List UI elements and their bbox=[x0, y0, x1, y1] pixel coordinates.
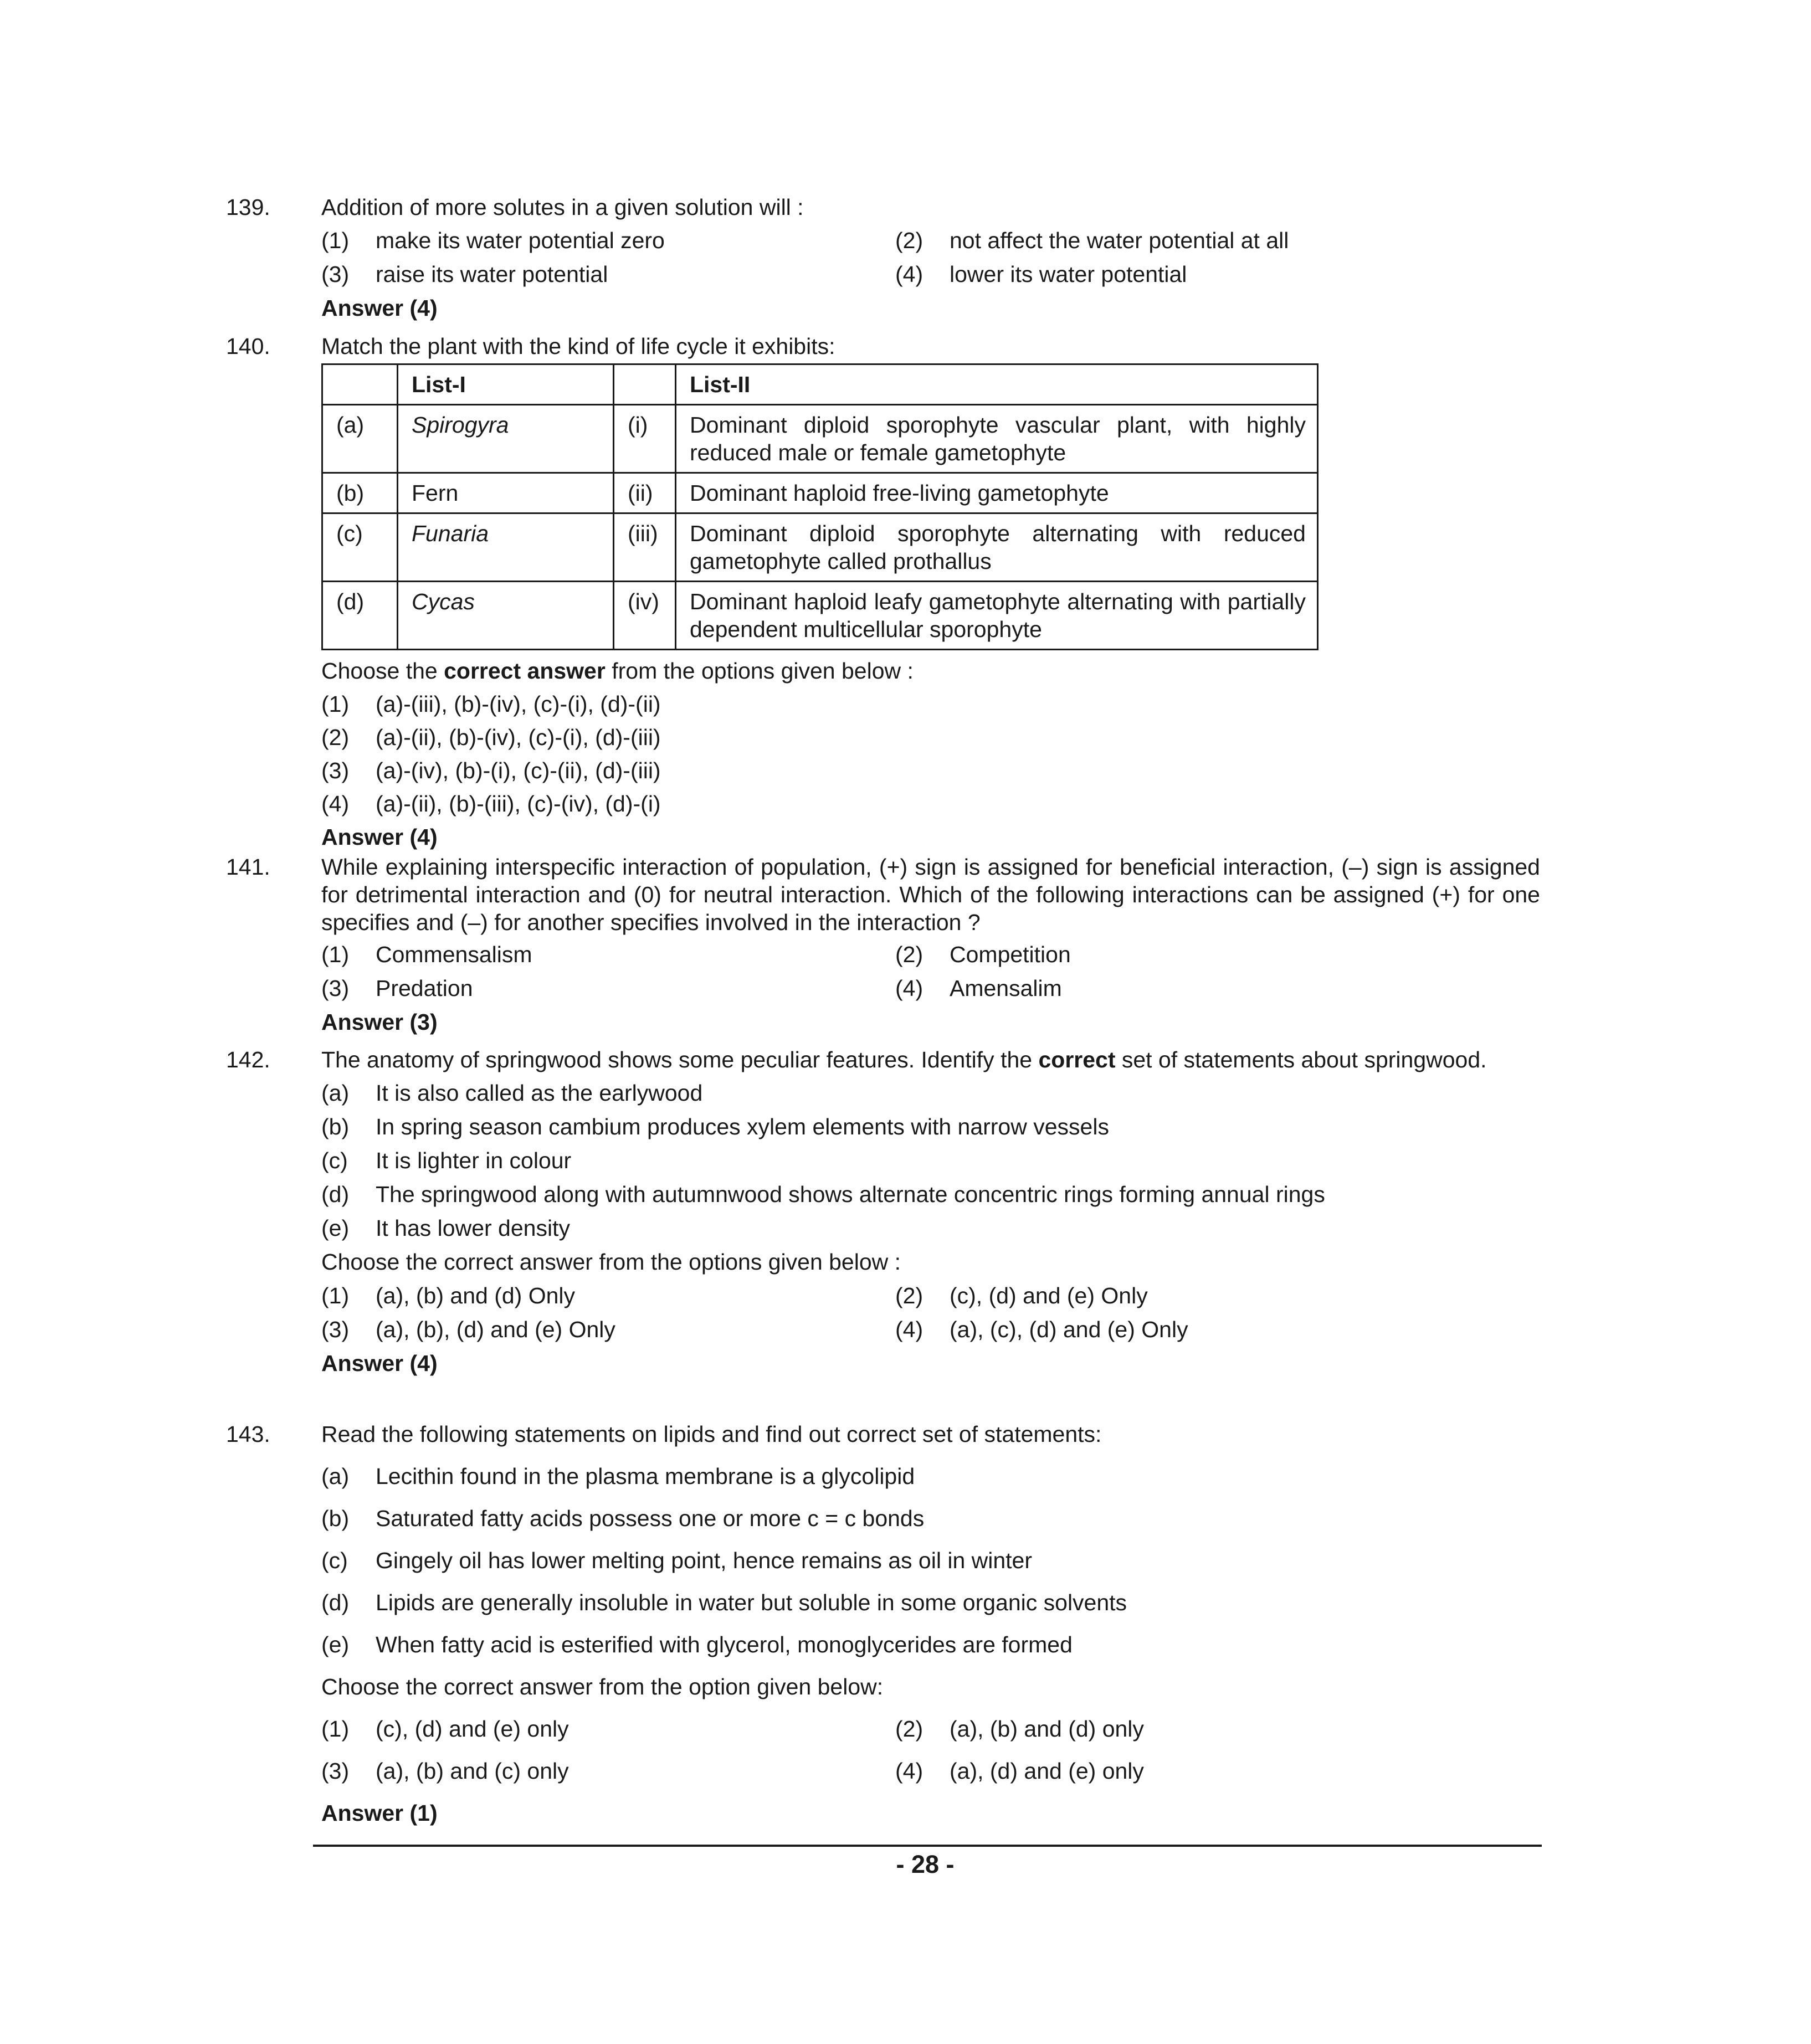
question-text: Read the following statements on lipids and find out correct set of statements: bbox=[321, 1421, 1102, 1447]
question-139: 139. Addition of more solutes in a given solution will : (1) make its water potential zero (2) not affect the water potential at all (3) raise its water potential (4) lower its water potential Answer (4) bbox=[321, 193, 1540, 322]
question-143: 143. Read the following statements on lipids and find out correct set of statements: (a) Lecithin found in the plasma membrane is a glycolipid (b) Saturated fatty acids possess one or more c = c bonds (c) Gingely oil has lower melting point, hence remains as oil in winter (d) Lipids are generally insoluble in water but soluble in some organic solvents (e) When fatty acid is esterified with glycerol, monoglycerides are formed Choose the correct answer from the option given below: (1) (c), (d) and (e) only (2) (a), (b) and (d) only (3) (a), (b) and (c) only (4) (a), (d) and (e) only Answer (1) bbox=[321, 1420, 1540, 1827]
table-header-row bbox=[322, 364, 1318, 405]
question-number: 143. bbox=[226, 1421, 270, 1447]
table-row: (d) Cycas (iv) Dominant haploid leafy gametophyte alternating with partially dependent multicellular sporophyte bbox=[322, 582, 1318, 650]
answer: Answer (4) bbox=[321, 295, 438, 321]
table-row: (a) Spirogyra (i) Dominant diploid sporophyte vascular plant, with highly reduced male or female gametophyte bbox=[322, 405, 1318, 473]
question-140: 140. Match the plant with the kind of life cycle it exhibits: List-I List-II (a) Spirogyra (i) Dominant diploid sporophyte vascular plant, with highly reduced male or female gametophyte (b) Fern (ii) Dominant haploid free-living gametophyte (c) Funaria (iii) Dominant diploid sporophyte alternating with reduced gametophyte called prothallus (d) Cycas (iv) Dominant haploid leafy gametophyte alternating with partially dependent multicellular sporophyte Choose the correct answer from the options given below : (1) (a)-(iii), (b)-(iv), (c)-(i), (d)-(ii) (2) (a)-(ii), (b)-(iv), (c)-(i), (d)-(iii) (3) (a)-(iv), (b)-(i), (c)-(ii), (d)-(iii) (4) (a)-(ii), (b)-(iii), (c)-(iv), (d)-(i) Answer (4) bbox=[321, 332, 1540, 851]
question-142: 142. The anatomy of springwood shows some peculiar features. Identify the correct set of statements about springwood. (a) It is also called as the earlywood (b) In spring season cambium produces xylem elements with narrow vessels (c) It is lighter in colour (d) The springwood along with autumnwood shows alternate concentric rings forming annual rings (e) It has lower density Choose the correct answer from the options given below : (1) (a), (b) and (d) Only (2) (c), (d) and (e) Only (3) (a), (b), (d) and (e) Only (4) (a), (c), (d) and (e) Only Answer (4) bbox=[321, 1046, 1540, 1377]
page-number: - 28 - bbox=[896, 1850, 955, 1878]
table-row: (c) Funaria (iii) Dominant diploid sporophyte alternating with reduced gametophyte called prothallus bbox=[322, 513, 1318, 582]
answer: Answer (4) bbox=[321, 824, 438, 850]
match-table bbox=[321, 363, 1319, 650]
question-number: 142. bbox=[226, 1047, 270, 1072]
list-2-header: List-II bbox=[676, 364, 1318, 405]
question-141: 141. While explaining interspecific interaction of population, (+) sign is assigned for beneficial interaction, (–) sign is assigned for detrimental interaction and (0) for neutral interaction. Which of the following interactions can be assigned (+) for one specifies and (–) for another specifies involved in the interaction ? (1) Commensalism (2) Competition (3) Predation (4) Amensalim Answer (3) bbox=[226, 854, 1540, 1035]
answer: Answer (4) bbox=[321, 1350, 438, 1376]
question-text: Match the plant with the kind of life cycle it exhibits: bbox=[321, 333, 835, 359]
footer-divider bbox=[313, 1845, 1542, 1847]
question-text: The anatomy of springwood shows some peculiar features. Identify the correct set of statements about springwood. bbox=[321, 1047, 1487, 1072]
table-row: (b) Fern (ii) Dominant haploid free-living gametophyte bbox=[322, 473, 1318, 513]
instruction-text: Choose the correct answer from the options given below : bbox=[321, 1249, 901, 1275]
list-1-header: List-I bbox=[398, 364, 614, 405]
instruction-text: Choose the correct answer from the options given below : bbox=[321, 658, 914, 684]
question-text: While explaining interspecific interaction of population, (+) sign is assigned for beneficial interaction, (–) sign is assigned for detrimental interaction and (0) for neutral interaction. Which of the following interactions can be assigned (+) for one specifies and (–) for another specifies involved in the interaction ? bbox=[321, 854, 1540, 935]
answer: Answer (3) bbox=[321, 1009, 438, 1035]
question-number: 140. bbox=[226, 333, 270, 359]
instruction-text: Choose the correct answer from the option given below: bbox=[321, 1674, 884, 1699]
question-number: 139. bbox=[226, 194, 270, 220]
answer: Answer (1) bbox=[321, 1800, 438, 1826]
question-number: 141. bbox=[226, 854, 270, 880]
question-text: Addition of more solutes in a given solution will : bbox=[321, 194, 804, 220]
